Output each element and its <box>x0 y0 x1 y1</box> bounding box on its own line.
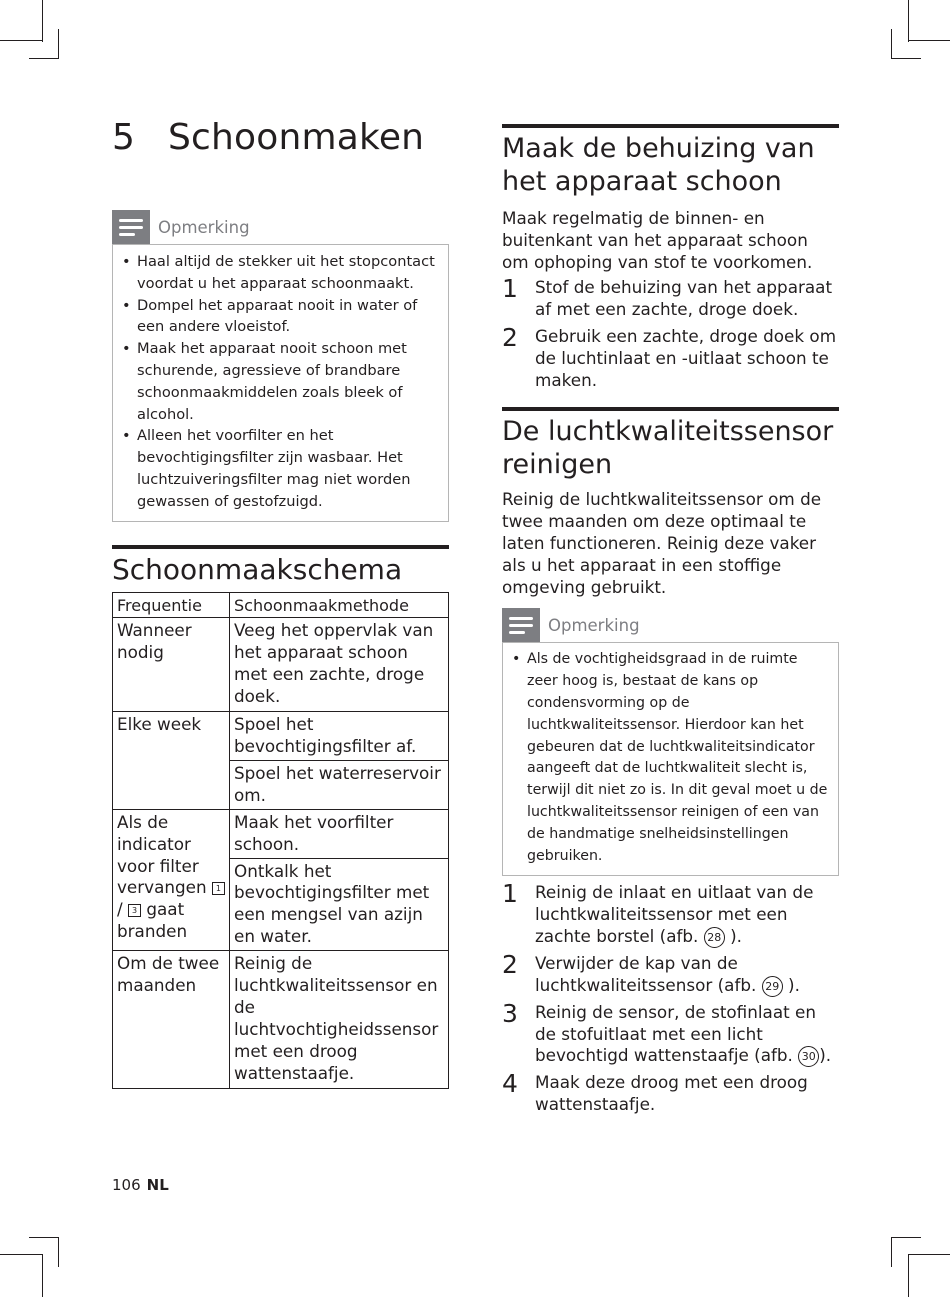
note-label: Opmerking <box>158 217 250 237</box>
step-item <box>502 322 839 391</box>
step-item <box>502 274 839 321</box>
note-item: • Alleen het voorfilter en het bevochtigingsfilter zijn wasbaar. Het luchtzuiveringsfilter mag niet worden gewassen of gestofzuigd. <box>121 425 440 512</box>
step-item <box>502 949 839 997</box>
sensor-intro: Reinig de luchtkwaliteitssensor om de twee maanden om deze optimaal te laten functioneren. Reinig deze vaker als u het apparaat in een stoffige omgeving gebruikt. <box>502 489 822 597</box>
left-column <box>112 112 449 1089</box>
freq-text: Als de indicator voor filter vervangen <box>117 811 207 898</box>
schedule-title: Schoonmaakschema <box>112 552 403 586</box>
section-rule <box>502 407 839 411</box>
crop-mark <box>58 29 59 59</box>
step-text: Gebruik een zachte, droge doek om de luchtinlaat en -uitlaat schoon te maken. <box>535 325 837 390</box>
step-number: 2 <box>502 322 518 352</box>
table-cell-method: Ontkalk het bevochtigingsfilter met een mengsel van azijn en water. <box>230 858 449 951</box>
housing-steps <box>502 274 839 391</box>
crop-mark <box>908 1254 950 1255</box>
chapter-number: 5 <box>112 117 136 158</box>
crop-mark <box>891 1237 892 1267</box>
crop-mark <box>42 0 43 42</box>
crop-mark <box>42 1254 43 1297</box>
right-column <box>502 124 839 1121</box>
figure-30-icon: 30 <box>798 1046 819 1067</box>
note-icon <box>112 210 150 244</box>
note-box <box>112 244 449 522</box>
note-block <box>112 210 449 522</box>
table-cell-method: Maak het voorfilter schoon. <box>230 809 449 858</box>
crop-mark <box>0 40 42 41</box>
table-row <box>113 618 449 712</box>
note-label: Opmerking <box>548 615 640 635</box>
table-cell-frequency: Elke week <box>113 712 230 810</box>
step-text: Maak deze droog met een droog wattenstaafje. <box>535 1072 808 1115</box>
sensor-title: De luchtkwaliteitssensor reinigen <box>502 416 834 481</box>
filter-indicator-1-icon: 1 <box>212 882 225 895</box>
section-rule <box>112 545 449 549</box>
page-footer <box>112 1176 169 1194</box>
note-item: • Haal altijd de stekker uit het stopcontact voordat u het apparaat schoonmaakt. <box>121 251 440 295</box>
page-number: 106 <box>112 1176 141 1194</box>
crop-mark <box>29 58 59 59</box>
language-code: NL <box>146 1176 169 1194</box>
separator: / <box>117 899 123 920</box>
table-cell-frequency: Wanneer nodig <box>113 618 230 712</box>
chapter-title-text: Schoonmaken <box>168 117 425 158</box>
step-number: 1 <box>502 879 518 909</box>
note-icon <box>502 608 540 642</box>
table-cell-method: Reinig de luchtkwaliteitssensor en de luchtvochtigheidssensor met een droog wattenstaafje. <box>230 951 449 1088</box>
crop-mark <box>0 1254 42 1255</box>
sensor-steps <box>502 879 839 1116</box>
crop-mark <box>891 58 921 59</box>
housing-title: Maak de behuizing van het apparaat schoon <box>502 133 815 197</box>
section-rule <box>502 124 839 128</box>
table-header-frequency: Frequentie <box>113 592 230 618</box>
crop-mark <box>908 0 909 42</box>
step-item <box>502 998 839 1068</box>
figure-28-icon: 28 <box>704 927 725 948</box>
note-block <box>502 608 839 876</box>
note-box <box>502 642 839 876</box>
step-item <box>502 1069 839 1116</box>
step-item <box>502 879 839 948</box>
step-number: 2 <box>502 949 518 979</box>
table-cell-method: Spoel het waterreservoir om. <box>230 760 449 809</box>
table-header-method: Schoonmaakmethode <box>230 592 449 618</box>
step-number: 4 <box>502 1069 518 1099</box>
note-header <box>112 210 449 244</box>
step-text: Verwijder de kap van de luchtkwaliteitssensor (afb. 29 ). <box>535 952 800 995</box>
table-row <box>113 712 449 761</box>
table-row <box>113 951 449 1088</box>
crop-mark <box>29 1237 59 1238</box>
note-header <box>502 608 839 642</box>
crop-mark <box>891 1237 921 1238</box>
note-item: • Maak het apparaat nooit schoon met schurende, agressieve of brandbare schoonmaakmiddelen zoals bleek of alcohol. <box>121 338 440 425</box>
step-text: Stof de behuizing van het apparaat af met een zachte, droge doek. <box>535 277 833 320</box>
table-row <box>113 809 449 858</box>
table-cell-method: Spoel het bevochtigingsfilter af. <box>230 712 449 761</box>
step-text: Reinig de inlaat en uitlaat van de luchtkwaliteitssensor met een zachte borstel (afb. 28 ). <box>535 882 814 946</box>
note-item: • Dompel het apparaat nooit in water of een andere vloeistof. <box>121 295 440 339</box>
crop-mark <box>58 1237 59 1267</box>
step-number: 1 <box>502 274 518 304</box>
crop-mark <box>908 1254 909 1297</box>
table-header-row <box>113 592 449 618</box>
cleaning-schedule-table <box>112 592 449 1089</box>
housing-intro: Maak regelmatig de binnen- en buitenkant van het apparaat schoon om ophoping van stof te voorkomen. <box>502 208 813 272</box>
step-number: 3 <box>502 998 518 1028</box>
table-cell-method: Veeg het oppervlak van het apparaat schoon met een zachte, droge doek. <box>230 618 449 712</box>
freq-text: gaat branden <box>117 899 188 942</box>
note-item: • Als de vochtigheidsgraad in de ruimte zeer hoog is, bestaat de kans op condensvorming op de luchtkwaliteitssensor. Hierdoor kan het gebeuren dat de luchtkwaliteitsindicator aangeeft dat de luchtkwaliteit slecht is, terwijl dit niet zo is. In dit geval moet u de luchtkwaliteitssensor reinigen of een van de handmatige snelheidsinstellingen gebruiken. <box>511 649 830 867</box>
table-cell-frequency: Om de twee maanden <box>113 951 230 1088</box>
crop-mark <box>908 40 950 41</box>
step-text: Reinig de sensor, de stofinlaat en de stofuitlaat met een licht bevochtigd wattenstaafje (afb. 30 ). <box>535 1001 832 1066</box>
figure-29-icon: 29 <box>762 976 783 997</box>
crop-mark <box>891 29 892 59</box>
chapter-title <box>112 112 449 164</box>
filter-indicator-3-icon: 3 <box>128 904 141 917</box>
table-cell-frequency <box>113 809 230 950</box>
